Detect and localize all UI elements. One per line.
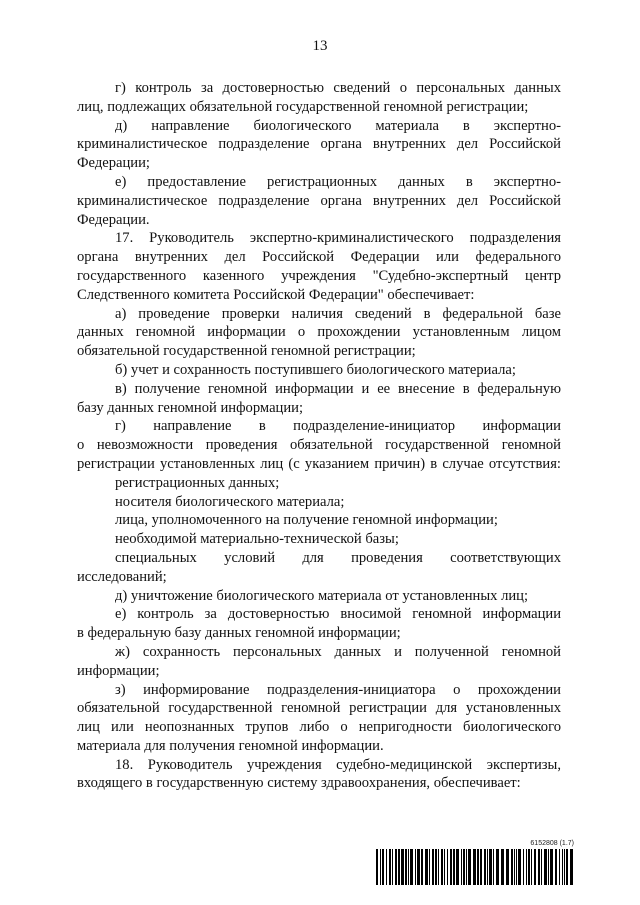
barcode-bar [466, 849, 467, 885]
barcode-bar [489, 849, 492, 885]
barcode-bar [441, 849, 443, 885]
barcode-bar [408, 849, 409, 885]
barcode-bar [421, 849, 423, 885]
barcode-bar [477, 849, 479, 885]
text-line: в федеральную базу данных геномной информации; [77, 625, 401, 642]
document-code: 6152808 (1.7) [530, 840, 574, 847]
text-line: необходимой материально-технической базы; [115, 531, 399, 548]
barcode-bar [559, 849, 560, 885]
text-line: лиц или неопознанных трупов либо о непригодности биологического [77, 719, 561, 736]
text-line: Федерации; [77, 155, 150, 172]
text-line: органа внутренних дел Российской Федерации или федерального [77, 249, 561, 266]
barcode-bar [501, 849, 504, 885]
barcode-bar [570, 849, 573, 885]
barcode-bar [487, 849, 488, 885]
barcode-bar [506, 849, 509, 885]
barcode-bar [538, 849, 540, 885]
text-line: о невозможности проведения обязательной государственной геномной [77, 437, 561, 454]
text-line: информации; [77, 662, 160, 679]
text-line: криминалистическое подразделение органа внутренних дел Российской [77, 136, 561, 153]
barcode-bar [432, 849, 434, 885]
barcode-bar [386, 849, 387, 885]
text-line: обязательной государственной геномной регистрации; [77, 343, 416, 360]
barcode-bar [526, 849, 527, 885]
text-line: 17. Руководитель экспертно-криминалистического подразделения [115, 230, 561, 247]
barcode-bar [528, 849, 530, 885]
barcode-bar [398, 849, 400, 885]
barcode-bar [450, 849, 452, 885]
text-line: д) направление биологического материала в экспертно- [115, 117, 561, 134]
barcode-bar [511, 849, 513, 885]
text-line: г) контроль за достоверностью сведений о персональных данных [115, 80, 561, 96]
barcode-image [376, 849, 574, 885]
barcode-bar [456, 849, 459, 885]
barcode-bar [493, 849, 494, 885]
barcode-bar [518, 849, 521, 885]
barcode-bar [531, 849, 532, 885]
barcode-bar [410, 849, 413, 885]
barcode-bar [435, 849, 437, 885]
barcode-bar [566, 849, 568, 885]
text-line: исследований; [77, 568, 167, 585]
page-number: 13 [312, 38, 328, 54]
text-line: з) информирование подразделения-инициатора о прохождении [115, 681, 561, 698]
barcode-bar [564, 849, 565, 885]
text-line: е) контроль за достоверностью вносимой геномной информации [115, 606, 561, 623]
barcode-bar [544, 849, 547, 885]
barcode-bar [548, 849, 549, 885]
text-line: регистрационных данных; [115, 474, 280, 491]
text-line: материала для получения геномной информации. [77, 737, 384, 754]
text-line: государственного казенного учреждения "Судебно-экспертный центр [77, 267, 561, 284]
barcode-bar [425, 849, 428, 885]
text-line: входящего в государственную систему здравоохранения, обеспечивает: [77, 775, 521, 792]
barcode-bar [415, 849, 416, 885]
barcode-bar [484, 849, 486, 885]
text-line: данных геномной информации о прохождении установленным лицом [77, 324, 561, 341]
text-line: регистрации установленных лиц (с указанием причин) в случае отсутствия: [77, 455, 561, 472]
barcode-bar [468, 849, 471, 885]
barcode-bar [534, 849, 536, 885]
text-line: в) получение геномной информации и ее внесение в федеральную [115, 380, 561, 397]
barcode-bar [444, 849, 445, 885]
barcode-bar [438, 849, 439, 885]
barcode-bar [389, 849, 391, 885]
barcode-bar [380, 849, 381, 885]
barcode-bar [550, 849, 553, 885]
barcode-bar [562, 849, 563, 885]
barcode-bar [516, 849, 517, 885]
text-line: лица, уполномоченного на получение геномной информации; [115, 512, 498, 529]
barcode-bar [555, 849, 557, 885]
text-line: е) предоставление регистрационных данных в экспертно- [115, 173, 561, 190]
barcode-bar [382, 849, 384, 885]
barcode-bar [401, 849, 404, 885]
text-line: Следственного комитета Российской Федерации" обеспечивает: [77, 286, 475, 303]
barcode-bar [395, 849, 397, 885]
body-text [77, 79, 561, 793]
text-line: ж) сохранность персональных данных и полученной геномной [115, 643, 561, 660]
text-line: 18. Руководитель учреждения судебно-медицинской экспертизы, [115, 756, 561, 773]
text-line: криминалистическое подразделение органа внутренних дел Российской [77, 192, 561, 209]
barcode-bar [523, 849, 524, 885]
barcode-bar [461, 849, 462, 885]
barcode-bar [447, 849, 448, 885]
text-line: б) учет и сохранность поступившего биологического материала; [115, 361, 516, 378]
barcode-bar [541, 849, 542, 885]
text-line: лиц, подлежащих обязательной государственной геномной регистрации; [77, 98, 529, 115]
barcode-bar [429, 849, 430, 885]
barcode-bar [473, 849, 476, 885]
text-line: д) уничтожение биологического материала от установленных лиц; [115, 587, 529, 604]
text-line: а) проведение проверки наличия сведений в федеральной базе [115, 305, 561, 322]
barcode-bar [496, 849, 499, 885]
barcode-bar [392, 849, 393, 885]
text-line: базу данных геномной информации; [77, 399, 304, 416]
text-line: обязательной государственной геномной регистрации для установленных [77, 700, 561, 717]
barcode-bar [453, 849, 455, 885]
barcode-bar [480, 849, 482, 885]
barcode-bar [514, 849, 515, 885]
text-line: г) направление в подразделение-инициатор информации [115, 418, 561, 435]
barcode-bar [405, 849, 407, 885]
text-line: Федерации. [77, 211, 150, 228]
barcode-bar [376, 849, 378, 885]
barcode-bar [463, 849, 465, 885]
text-line: специальных условий для проведения соответствующих [115, 549, 561, 566]
text-line: носителя биологического материала; [115, 493, 345, 510]
barcode-bar [417, 849, 420, 885]
